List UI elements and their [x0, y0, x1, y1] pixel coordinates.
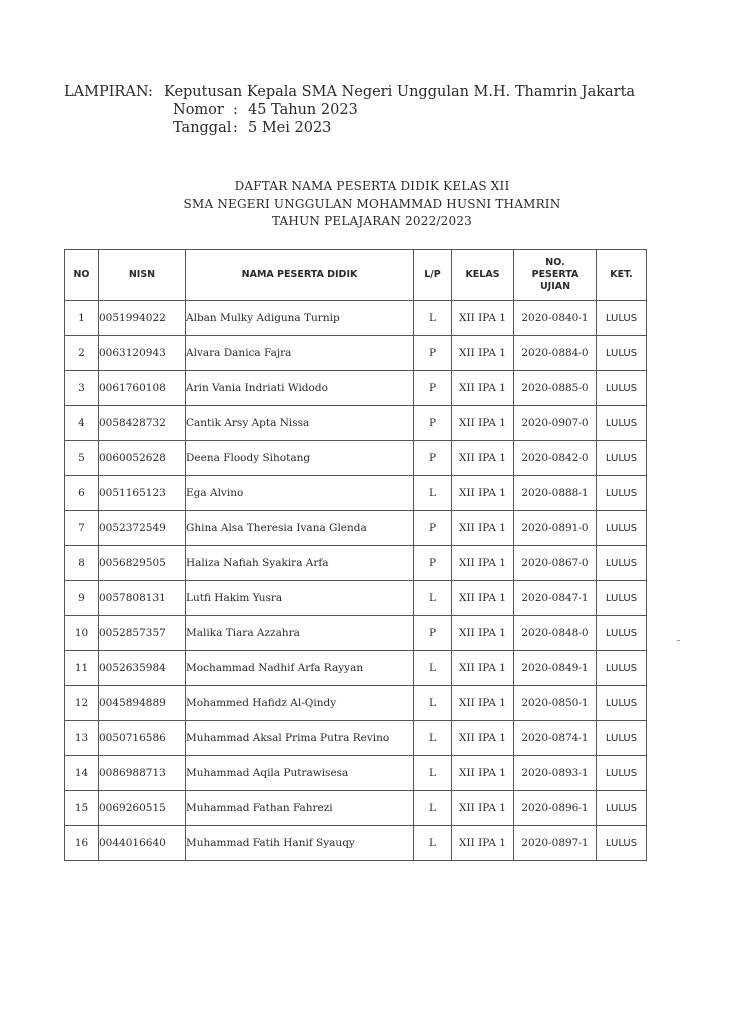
cell-no: 11 [65, 651, 99, 686]
cell-nisn: 0060052628 [99, 441, 186, 476]
cell-nisn: 0052635984 [99, 651, 186, 686]
cell-no: 1 [65, 301, 99, 336]
cell-nisn: 0057808131 [99, 581, 186, 616]
cell-kelas: XII IPA 1 [452, 651, 514, 686]
cell-no-peserta-ujian: 2020-0847-1 [514, 581, 597, 616]
colon: : [233, 102, 238, 118]
cell-nama: Mochammad Nadhif Arfa Rayyan [186, 651, 414, 686]
cell-no: 14 [65, 756, 99, 791]
cell-no-peserta-ujian: 2020-0891-0 [514, 511, 597, 546]
cell-ket: LULUS [597, 336, 647, 371]
cell-kelas: XII IPA 1 [452, 441, 514, 476]
cell-lp: L [414, 791, 452, 826]
header-ket: KET. [597, 250, 647, 301]
cell-ket: LULUS [597, 756, 647, 791]
table-body [65, 301, 647, 861]
nomor-label: Nomor [173, 102, 224, 118]
header-lp: L/P [414, 250, 452, 301]
cell-nisn: 0052857357 [99, 616, 186, 651]
cell-ket: LULUS [597, 441, 647, 476]
cell-nama: Cantik Arsy Apta Nissa [186, 406, 414, 441]
nomor-value: 45 Tahun 2023 [248, 102, 358, 118]
cell-nisn: 0052372549 [99, 511, 186, 546]
cell-kelas: XII IPA 1 [452, 406, 514, 441]
cell-kelas: XII IPA 1 [452, 511, 514, 546]
cell-nama: Ega Alvino [186, 476, 414, 511]
cell-ket: LULUS [597, 721, 647, 756]
cell-lp: L [414, 686, 452, 721]
header-nisn: NISN [99, 250, 186, 301]
cell-ket: LULUS [597, 616, 647, 651]
header-no: NO [65, 250, 99, 301]
cell-no: 5 [65, 441, 99, 476]
cell-ket: LULUS [597, 686, 647, 721]
header-nama: NAMA PESERTA DIDIK [186, 250, 414, 301]
colon: : [148, 84, 153, 100]
cell-ket: LULUS [597, 511, 647, 546]
cell-nama: Muhammad Fathan Fahrezi [186, 791, 414, 826]
table-row [65, 546, 647, 581]
cell-kelas: XII IPA 1 [452, 826, 514, 861]
cell-no: 16 [65, 826, 99, 861]
cell-no-peserta-ujian: 2020-0885-0 [514, 371, 597, 406]
cell-no-peserta-ujian: 2020-0896-1 [514, 791, 597, 826]
cell-nisn: 0086988713 [99, 756, 186, 791]
cell-lp: L [414, 756, 452, 791]
cell-nama: Mohammed Hafidz Al-Qindy [186, 686, 414, 721]
cell-nama: Haliza Nafiah Syakira Arfa [186, 546, 414, 581]
cell-nisn: 0050716586 [99, 721, 186, 756]
cell-kelas: XII IPA 1 [452, 581, 514, 616]
table-row [65, 336, 647, 371]
table-row [65, 476, 647, 511]
cell-ket: LULUS [597, 826, 647, 861]
cell-lp: L [414, 581, 452, 616]
cell-no: 6 [65, 476, 99, 511]
cell-no: 13 [65, 721, 99, 756]
cell-lp: P [414, 336, 452, 371]
cell-ket: LULUS [597, 371, 647, 406]
cell-ket: LULUS [597, 476, 647, 511]
cell-nisn: 0051165123 [99, 476, 186, 511]
lampiran-label: LAMPIRAN [64, 84, 149, 100]
cell-lp: P [414, 406, 452, 441]
cell-nama: Muhammad Aqila Putrawisesa [186, 756, 414, 791]
header-kelas: KELAS [452, 250, 514, 301]
cell-no: 3 [65, 371, 99, 406]
cell-lp: L [414, 476, 452, 511]
cell-nama: Malika Tiara Azzahra [186, 616, 414, 651]
cell-lp: L [414, 721, 452, 756]
cell-nisn: 0045894889 [99, 686, 186, 721]
cell-ket: LULUS [597, 546, 647, 581]
cell-no-peserta-ujian: 2020-0849-1 [514, 651, 597, 686]
table-row [65, 791, 647, 826]
cell-no: 4 [65, 406, 99, 441]
nomor-line [64, 101, 635, 119]
cell-no-peserta-ujian: 2020-0842-0 [514, 441, 597, 476]
cell-nisn: 0056829505 [99, 546, 186, 581]
cell-ket: LULUS [597, 651, 647, 686]
table-row [65, 651, 647, 686]
table-row [65, 721, 647, 756]
title-line-2: SMA NEGERI UNGGULAN MOHAMMAD HUSNI THAMRIN [183, 196, 561, 211]
cell-no: 10 [65, 616, 99, 651]
cell-nama: Muhammad Aksal Prima Putra Revino [186, 721, 414, 756]
cell-no-peserta-ujian: 2020-0884-0 [514, 336, 597, 371]
cell-kelas: XII IPA 1 [452, 336, 514, 371]
cell-kelas: XII IPA 1 [452, 686, 514, 721]
table-row [65, 511, 647, 546]
cell-nisn: 0069260515 [99, 791, 186, 826]
cell-nama: Alvara Danica Fajra [186, 336, 414, 371]
document-title [0, 178, 744, 231]
cell-no: 12 [65, 686, 99, 721]
cell-no: 7 [65, 511, 99, 546]
table-row [65, 581, 647, 616]
cell-nisn: 0051994022 [99, 301, 186, 336]
cell-nisn: 0044016640 [99, 826, 186, 861]
table-row [65, 406, 647, 441]
cell-no-peserta-ujian: 2020-0897-1 [514, 826, 597, 861]
table-row [65, 686, 647, 721]
cell-nama: Ghina Alsa Theresia Ivana Glenda [186, 511, 414, 546]
cell-ket: LULUS [597, 581, 647, 616]
cell-no: 2 [65, 336, 99, 371]
cell-lp: P [414, 616, 452, 651]
cell-kelas: XII IPA 1 [452, 476, 514, 511]
cell-kelas: XII IPA 1 [452, 616, 514, 651]
tanggal-label: Tanggal [173, 120, 232, 136]
cell-no-peserta-ujian: 2020-0848-0 [514, 616, 597, 651]
document-header [64, 83, 635, 137]
title-line-3: TAHUN PELAJARAN 2022/2023 [272, 214, 472, 228]
table-row [65, 441, 647, 476]
cell-lp: P [414, 511, 452, 546]
table-row [65, 616, 647, 651]
cell-lp: P [414, 441, 452, 476]
tanggal-line [64, 119, 635, 137]
cell-no: 9 [65, 581, 99, 616]
cell-no-peserta-ujian: 2020-0888-1 [514, 476, 597, 511]
header-ujian-line-3: UJIAN [539, 281, 571, 292]
cell-nama: Alban Mulky Adiguna Turnip [186, 301, 414, 336]
table-row [65, 826, 647, 861]
tanggal-value: 5 Mei 2023 [248, 120, 332, 136]
cell-ket: LULUS [597, 406, 647, 441]
cell-no: 15 [65, 791, 99, 826]
cell-kelas: XII IPA 1 [452, 721, 514, 756]
cell-no-peserta-ujian: 2020-0907-0 [514, 406, 597, 441]
table-row [65, 301, 647, 336]
table-row [65, 371, 647, 406]
cell-no-peserta-ujian: 2020-0867-0 [514, 546, 597, 581]
header-ujian-line-2: PESERTA [531, 269, 579, 280]
cell-kelas: XII IPA 1 [452, 371, 514, 406]
lampiran-line [64, 83, 635, 101]
cell-ket: LULUS [597, 301, 647, 336]
cell-kelas: XII IPA 1 [452, 756, 514, 791]
table-row [65, 756, 647, 791]
cell-nama: Arin Vania Indriati Widodo [186, 371, 414, 406]
cell-nisn: 0063120943 [99, 336, 186, 371]
cell-ket: LULUS [597, 791, 647, 826]
cell-lp: P [414, 546, 452, 581]
cell-kelas: XII IPA 1 [452, 301, 514, 336]
cell-kelas: XII IPA 1 [452, 546, 514, 581]
cell-no-peserta-ujian: 2020-0850-1 [514, 686, 597, 721]
scan-speck [677, 640, 680, 641]
header-ujian-line-1: NO. [545, 257, 565, 268]
title-line-1: DAFTAR NAMA PESERTA DIDIK KELAS XII [234, 179, 510, 193]
cell-kelas: XII IPA 1 [452, 791, 514, 826]
cell-nisn: 0061760108 [99, 371, 186, 406]
cell-nisn: 0058428732 [99, 406, 186, 441]
decree-title: Keputusan Kepala SMA Negeri Unggulan M.H. Thamrin Jakarta [164, 84, 636, 100]
cell-no-peserta-ujian: 2020-0874-1 [514, 721, 597, 756]
colon: : [233, 120, 238, 136]
cell-lp: L [414, 651, 452, 686]
header-no-peserta-ujian [514, 250, 597, 301]
cell-nama: Muhammad Fatih Hanif Syauqy [186, 826, 414, 861]
cell-lp: P [414, 371, 452, 406]
cell-no: 8 [65, 546, 99, 581]
cell-no-peserta-ujian: 2020-0893-1 [514, 756, 597, 791]
cell-nama: Lutfi Hakim Yusra [186, 581, 414, 616]
cell-lp: L [414, 301, 452, 336]
table-header-row [65, 250, 647, 301]
student-table [64, 249, 647, 861]
cell-lp: L [414, 826, 452, 861]
cell-nama: Deena Floody Sihotang [186, 441, 414, 476]
cell-no-peserta-ujian: 2020-0840-1 [514, 301, 597, 336]
